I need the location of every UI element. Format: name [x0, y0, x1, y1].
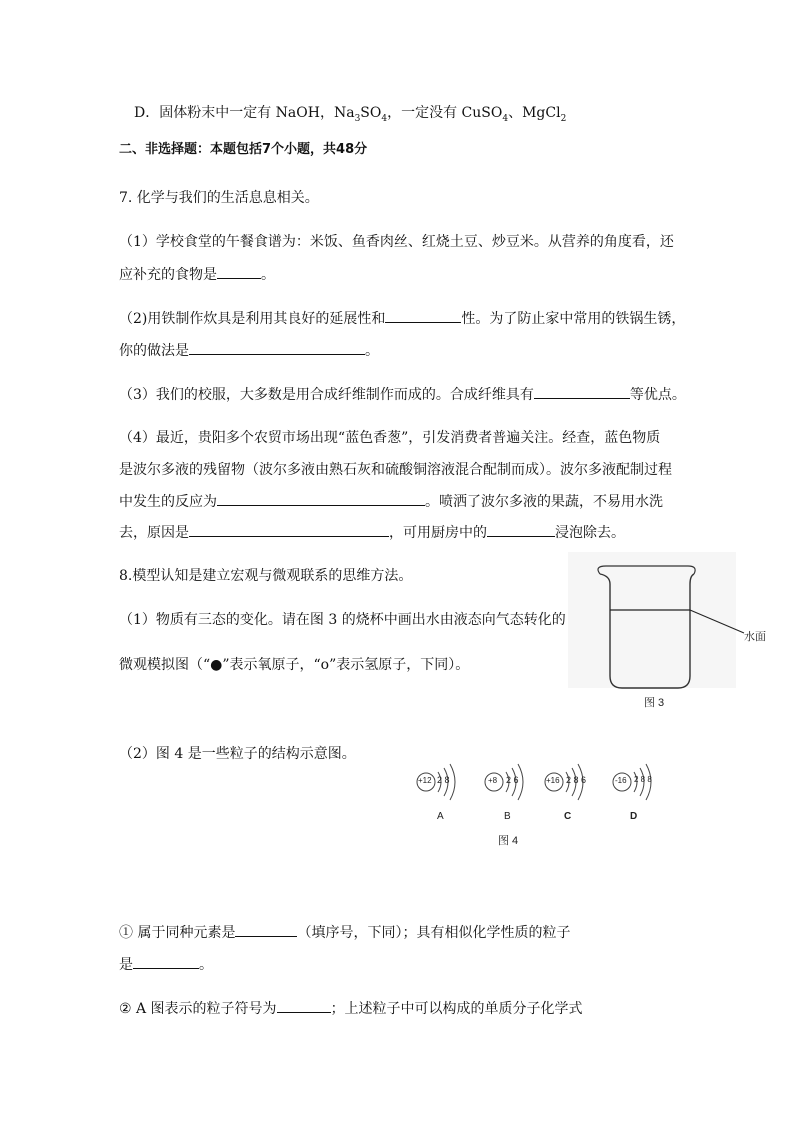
particle-diagrams-icon [406, 760, 666, 850]
water-surface-label: 水面 [744, 631, 766, 643]
q8-p1-line2: 微观模拟图（“●”表示氧原子，“o”表示氢原子，下同）。 [119, 657, 470, 673]
particle-d-label: D [630, 811, 638, 822]
q7-p2-line1: （2)用铁制作炊具是利用其良好的延展性和 性。为了防止家中常用的铁锅生锈， [119, 308, 685, 329]
particle-a-nucleus: +12 [418, 776, 432, 785]
section-heading: 二、非选择题：本题包括7个小题，共48分 [119, 142, 368, 157]
answer-blank[interactable] [189, 522, 389, 537]
particle-d-nucleus: -16 [615, 776, 627, 785]
particle-b-shells: 2 6 [506, 775, 519, 785]
q7-title: 7. 化学与我们的生活息息相关。 [119, 190, 319, 206]
q7-p4-line2: 是波尔多液的残留物（波尔多液由熟石灰和硫酸铜溶液混合配制而成）。波尔多液配制过程 [119, 462, 672, 478]
q7-p2-line2: 你的做法是 。 [119, 340, 379, 361]
q7-p1-line1: （1）学校食堂的午餐食谱为：米饭、鱼香肉丝、红烧土豆、炒豆米。从营养的角度看，还 [119, 234, 674, 250]
particle-c-label: C [564, 811, 572, 822]
answer-blank[interactable] [133, 954, 199, 969]
q8-title: 8.模型认知是建立宏观与微观联系的思维方法。 [119, 568, 413, 584]
particle-d-shells: 2 8 8 [634, 775, 652, 784]
q8-sub2: ② A 图表示的粒子符号为 ；上述粒子中可以构成的单质分子化学式 [119, 998, 583, 1019]
particle-c-nucleus: +16 [546, 776, 560, 785]
q7-p3: （3）我们的校服，大多数是用合成纤维制作而成的。合成纤维具有 等优点。 [119, 384, 686, 405]
answer-blank[interactable] [534, 384, 630, 399]
q8-p1-line1: （1）物质有三态的变化。请在图 3 的烧杯中画出水由液态向气态转化的 [119, 612, 566, 628]
figure-3-caption: 图 3 [644, 697, 665, 709]
particle-b-nucleus: +8 [488, 776, 498, 785]
answer-blank[interactable] [217, 264, 261, 279]
q7-p4-line1: （4）最近，贵阳多个农贸市场出现“蓝色香葱”，引发消费者普遍关注。经查，蓝色物质 [119, 430, 661, 446]
answer-blank[interactable] [189, 340, 365, 355]
figure-4 [406, 760, 666, 850]
answer-blank[interactable] [235, 922, 297, 937]
figure-4-caption: 图 4 [498, 835, 519, 847]
q7-p1-line2: 应补充的食物是 。 [119, 264, 275, 285]
q8-sub1-line2: 是 。 [119, 954, 213, 975]
particle-b-label: B [504, 811, 511, 822]
q7-p4-line4: 去，原因是 ，可用厨房中的 浸泡除去。 [119, 522, 625, 543]
q7-p4-line3: 中发生的反应为 。喷洒了波尔多液的果蔬，不易用水洗 [119, 491, 663, 512]
q8-p2: （2）图 4 是一些粒子的结构示意图。 [119, 746, 356, 762]
particle-a-label: A [437, 811, 444, 822]
option-d: D．固体粉末中一定有 NaOH，$Na_3SO_4$，一定没有 CuSO$_4$、MgCl$_2$ [134, 105, 567, 124]
answer-blank[interactable] [217, 491, 425, 506]
figure-3 [566, 548, 794, 718]
answer-blank[interactable] [385, 308, 461, 323]
answer-blank[interactable] [277, 998, 331, 1013]
particle-c-shells: 2 8 6 [566, 775, 587, 785]
q8-sub1-line1: ① 属于同种元素是 （填序号，下同）；具有相似化学性质的粒子 [119, 922, 570, 943]
particle-a-shells: 2 8 [437, 775, 450, 785]
answer-blank[interactable] [487, 522, 555, 537]
